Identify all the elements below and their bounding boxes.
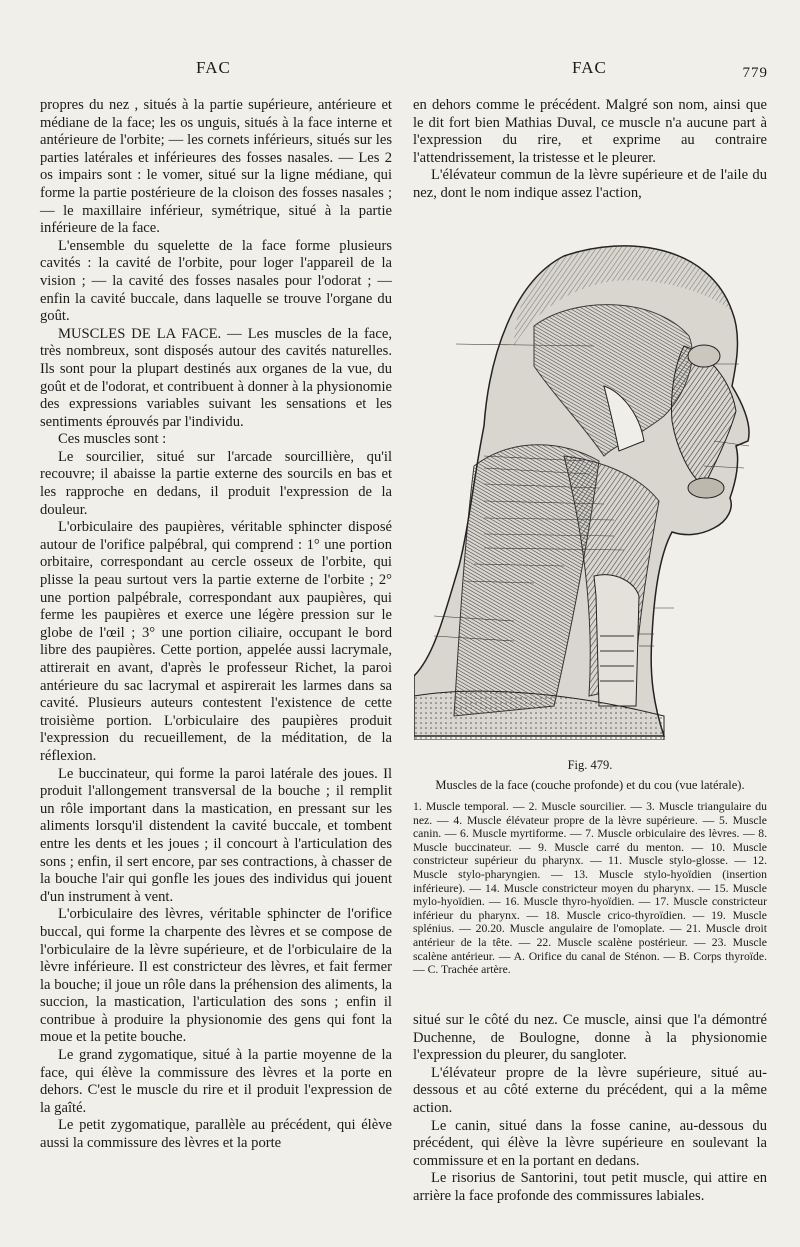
figure-caption: Muscles de la face (couche profonde) et du cou (vue latérale). [435, 778, 745, 792]
figure-legend: 1. Muscle temporal. — 2. Muscle sourcilier. — 3. Muscle triangulaire du nez. — 4. Muscle élévateur propre de la lèvre supérieure. — 5. Muscle canin. — 6. Muscle myrtiforme. — 7. Muscle orbiculaire des lèvres. — 8. Muscle buccinateur. — 9. Muscle carré du menton. — 10. Muscle constricteur supérieur du pharynx. — 11. Muscle stylo-glosse. — 12. Muscle stylo-pharyngien. — 13. Muscle stylo-hyoïdien (insertion inférieure). — 14. Muscle constricteur moyen du pharynx. — 15. Muscle mylo-hyoïdien. — 16. Muscle thyro-hyoïdien. — 17. Muscle constricteur inférieur du pharynx. — 18. Muscle crico-thyroïdien. — 19. Muscle splénius. — 20.20. Muscle angulaire de l'omoplate. — 21. Muscle droit antérieur de la tête. — 22. Muscle scalène postérieur. — 23. Muscle scalène antérieur. — A. Orifice du canal de Sténon. — B. Corps thyroïde. — C. Trachée artère. [413, 800, 767, 977]
page-number: 779 [742, 65, 768, 81]
paragraph: Le buccinateur, qui forme la paroi latérale des joues. Il produit l'allongement transversal de la bouche ; il remplit un rôle important dans la mastication, en pressant sur les aliments lorsqu'il distendent la cavité buccale, et tombent entre les dents et les joues ; il concourt à l'articulation des sons ; enfin, il sert encore, par ses contractions, à chasser de la bouche l'air qui gonfle les joues des individus qui jouent d'un instrument à vent. [40, 765, 392, 905]
figure-number: Fig. 479. [567, 758, 613, 772]
paragraph: Le canin, situé dans la fosse canine, au-dessous du précédent, qui élève la lèvre supérieure en soulevant la commissure et en la portant en dedans. [413, 1117, 767, 1169]
running-head-left: FAC [196, 58, 231, 77]
right-column-bottom [413, 1012, 767, 1206]
paragraph: MUSCLES DE LA FACE. — Les muscles de la face, très nombreux, sont disposés autour des cavités naturelles. Ils sont pour la plupart destinés aux organes de la vue, du goût et de l'odorat, et contribuent à donner à la physionomie des expressions variables suivant les sensations et les sentiments éprouvés par l'individu. [40, 325, 392, 430]
paragraph: Le risorius de Santorini, tout petit muscle, qui attire en arrière la face profonde des commissures labiales. [413, 1170, 767, 1204]
paragraph: Ces muscles sont : [58, 431, 167, 448]
paragraph: Le sourcilier, situé sur l'arcade sourcillière, qu'il recouvre; il abaisse la partie externe des sourcils en bas et les rapproche en dedans, il produit l'expression de la douleur. [40, 448, 392, 518]
paragraph: L'ensemble du squelette de la face forme plusieurs cavités : la cavité de l'orbite, pour loger l'appareil de la vision ; — la cavité des fosses nasales pour l'odorat ; — enfin la cavité buccale, dans laquelle se trouve l'organe du goût. [40, 237, 392, 325]
paragraph: L'élévateur commun de la lèvre supérieure et de l'aile du nez, dont le nom indique assez l'action, [413, 167, 767, 201]
paragraph: Le grand zygomatique, situé à la partie moyenne de la face, qui élève la commissure des lèvres et la porte en dehors. C'est le muscle du rire et il produit l'expression de la gaîté. [40, 1047, 392, 1116]
paragraph: situé sur le côté du nez. Ce muscle, ainsi que l'a démontré Duchenne, de Boulogne, donne à la physionomie l'expression du pleurer, du sangloter. [413, 1012, 767, 1064]
paragraph: propres du nez , situés à la partie supérieure, antérieure et médiane de la face; les os unguis, situés à la face interne et antérieure de l'orbite; — les cornets inférieurs, situés sur les parties latérales et inférieures des fosses nasales. — Les 2 os impairs sont : le vomer, situé sur la ligne médiane, qui forme la partie postérieure de la cloison des fosses nasales ; — le maxillaire inférieur, symétrique, situé à la partie inférieure de la face. [40, 97, 392, 237]
paragraph: Le petit zygomatique, parallèle au précédent, qui élève aussi la commissure des lèvres et la porte [40, 1117, 392, 1152]
running-head-right: FAC [572, 58, 607, 77]
paragraph: en dehors comme le précédent. Malgré son nom, ainsi que le dit fort bien Mathias Duval, ce muscle n'a aucune part à l'expression du rire, et exprime au contraire l'attendrissement, la tristesse et le pleurer. [413, 97, 767, 166]
paragraph: L'orbiculaire des lèvres, véritable sphincter de l'orifice buccal, qui forme la charpente des lèvres et se compose de l'orbiculaire de la lèvre supérieure, et de l'orbiculaire de la lèvre inférieure. Il est constricteur des lèvres, et fait fermer la bouche; il joue un rôle dans la préhension des aliments, la succion, la mastication, l'articulation des sons ; enfin il contribue à produire la physionomie des gens qui font la moue et la petite bouche. [40, 906, 392, 1046]
right-column-top [413, 97, 767, 203]
left-column [40, 97, 392, 1153]
head-neck-muscles-illustration [414, 236, 766, 740]
paragraph: L'élévateur propre de la lèvre supérieure, situé au-dessous et au côté externe du précédent, qui a la même action. [413, 1064, 767, 1116]
anatomical-engraving [414, 236, 766, 740]
paragraph: L'orbiculaire des paupières, véritable sphincter disposé autour de l'orifice palpébral, qui comprend : 1° une portion orbitaire, correspondant au cercle osseux de l'orbite, qui plisse la peau surtout vers la partie externe de l'orbite ; 2° une portion palpébrale, correspondant aux paupières, qui ferme les paupières et exerce une légère pression sur le globe de l'œil ; 3° une portion ciliaire, occupant le bord libre des paupières. Cette portion, appelée aussi lacrymale, attirerait en avant, d'après le professeur Richet, la paroi antérieure du sac lacrymal et aspirerait les larmes dans sa cavité. Plusieurs auteurs contestent l'existence de cette troisième portion. L'orbiculaire des paupières produit l'expression du recueillement, de la méditation, de la réflexion. [40, 519, 392, 764]
